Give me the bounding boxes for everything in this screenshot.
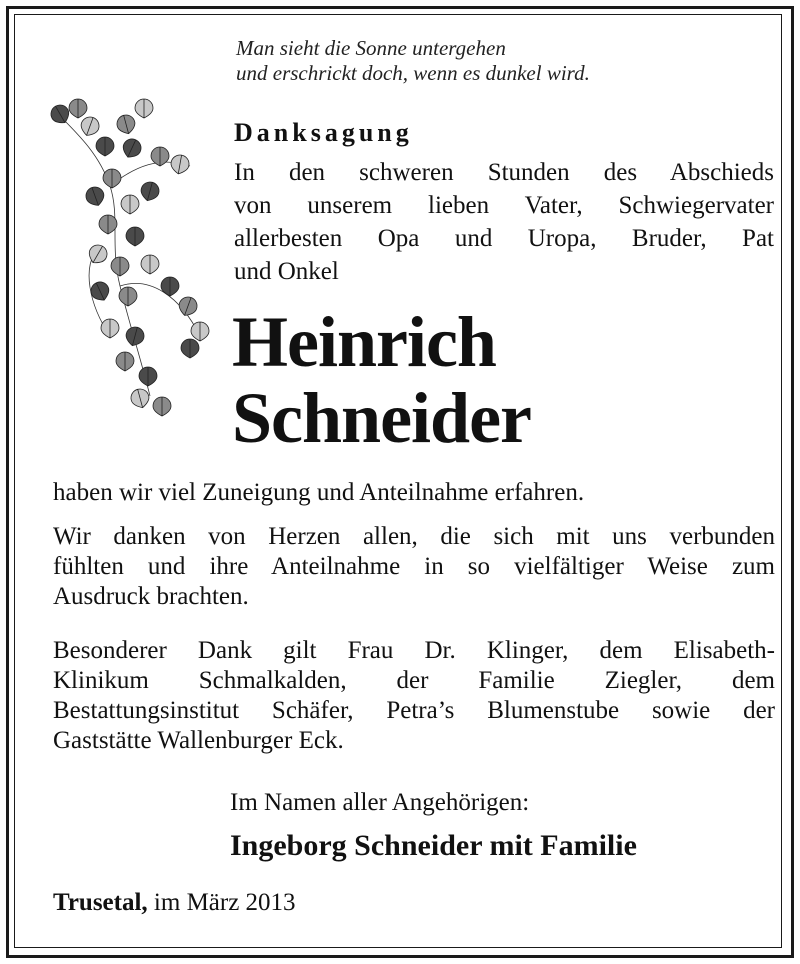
motto-line-2: und erschrickt doch, wenn es dunkel wird. [236, 61, 590, 85]
motto [236, 36, 590, 86]
p2-line-1: Wir danken von Herzen allen, die sich mit uns verbunden [53, 523, 775, 550]
p2-line-2: fühlten und ihre Anteilnahme in so vielfältiger Weise zum [53, 553, 775, 580]
intro-line-1: In den schweren Stunden des Abschieds [234, 159, 774, 186]
p3-line-3: Bestattungsinstitut Schäfer, Petra’s Blumenstube sowie der [53, 697, 775, 724]
p3-line-4: Gaststätte Wallenburger Eck. [53, 727, 344, 754]
place-town: Trusetal, [53, 889, 148, 916]
motto-line-1: Man sieht die Sonne untergehen [236, 36, 506, 60]
deceased-last-name: Schneider [232, 378, 532, 458]
p3-line-1: Besonderer Dank gilt Frau Dr. Klinger, dem Elisabeth- [53, 637, 775, 664]
body-paragraph-1: haben wir viel Zuneigung und Anteilnahme erfahren. [53, 479, 585, 506]
ivy-leaves-icon [40, 96, 222, 436]
body-paragraph-2 [53, 522, 775, 612]
intro-line-2: von unserem lieben Vater, Schwiegervater [234, 192, 774, 219]
heading-danksagung: Danksagung [234, 118, 413, 147]
family-signature: Ingeborg Schneider mit Familie [230, 829, 637, 862]
intro-line-4: und Onkel [234, 258, 339, 285]
place-date [53, 888, 296, 918]
deceased-first-name: Heinrich [232, 302, 496, 382]
place-date-text: im März 2013 [153, 889, 296, 916]
intro-line-3: allerbesten Opa und Uropa, Bruder, Pat [234, 225, 774, 252]
p2-line-3: Ausdruck brachten. [53, 583, 249, 610]
p3-line-2: Klinikum Schmalkalden, der Familie Ziegler, dem [53, 667, 775, 694]
closing-line: Im Namen aller Angehörigen: [230, 789, 530, 816]
intro-text [234, 156, 774, 288]
deceased-name [232, 304, 531, 456]
body-paragraph-3 [53, 636, 775, 756]
